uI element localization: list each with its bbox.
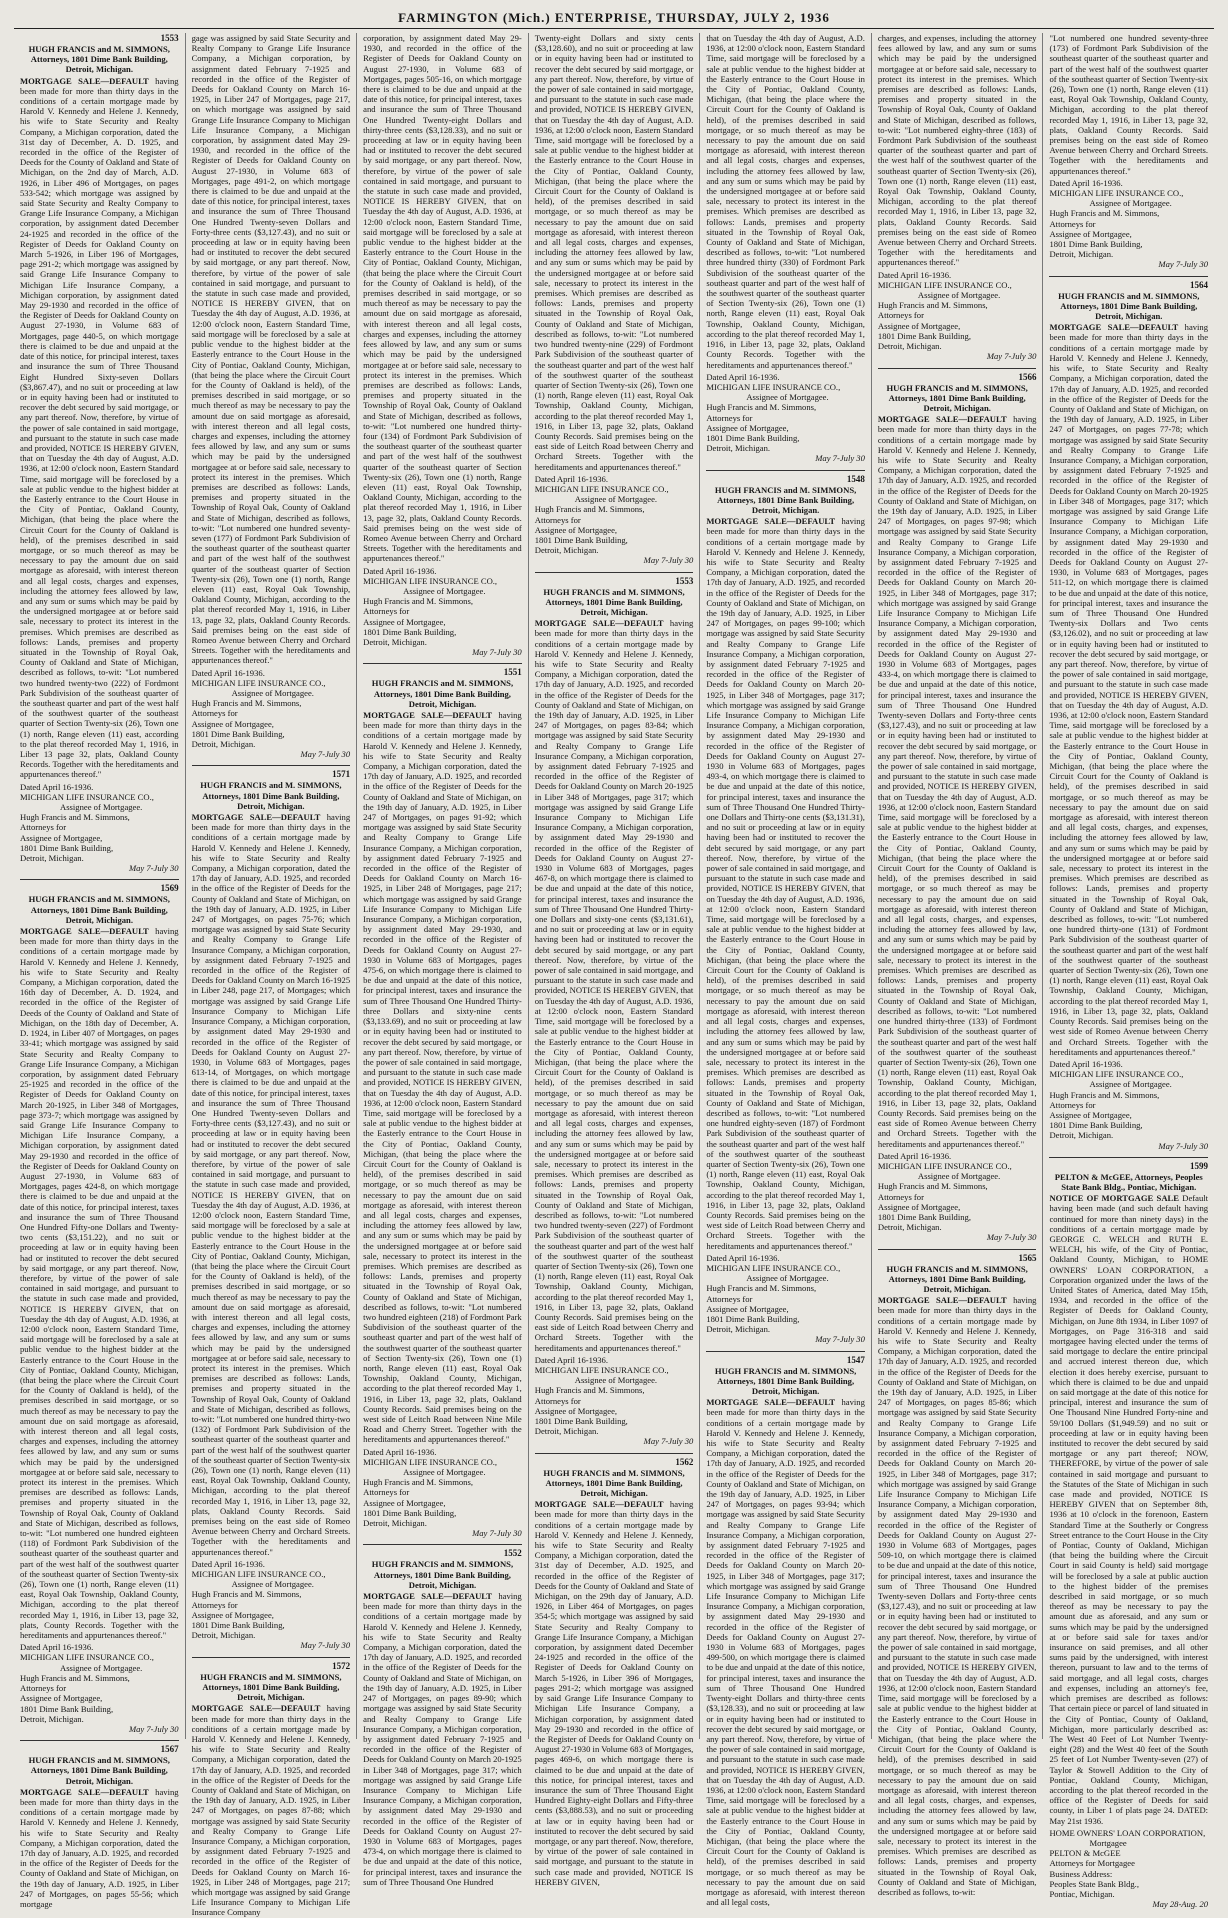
- assignee-line: Assignee of Mortgagee,: [1049, 1109, 1132, 1120]
- address-line: Pontiac, Michigan.: [1049, 1888, 1115, 1899]
- notice-lead: MORTGAGE SALE—DEFAULT: [534, 1499, 664, 1510]
- dated-line: Dated April 16-1936.: [191, 667, 265, 678]
- legal-notice: [1049, 276, 1208, 1151]
- signing-role: Assignee of Mortgagee.: [917, 1171, 1001, 1182]
- attorney-heading: HUGH FRANCIS and M. SIMMONS, Attorneys, 1801 Dime Bank Building, Detroit, Michigan.: [200, 780, 342, 811]
- legal-notice: [535, 1453, 694, 1887]
- notice-number: 1553: [675, 575, 694, 586]
- notice-lead: MORTGAGE SALE—DEFAULT: [877, 414, 1007, 425]
- attorneys-for: Attorneys for: [191, 708, 238, 719]
- legal-notice: [20, 1740, 179, 1909]
- attorney-names: Hugh Francis and M. Simmons,: [363, 596, 473, 607]
- notice-number: 1547: [846, 1354, 865, 1365]
- attorneys-for: Attorneys for: [877, 1191, 924, 1202]
- notice-lead: MORTGAGE SALE—DEFAULT: [534, 618, 664, 629]
- notice-lead: MORTGAGE SALE—DEFAULT: [363, 710, 492, 720]
- attorneys-for: Attorneys for: [1049, 218, 1096, 229]
- signing-company: MICHIGAN LIFE INSURANCE CO.,: [877, 279, 1012, 290]
- legal-notice: [363, 663, 522, 1538]
- notice-body: [1049, 33, 1208, 176]
- attorneys-for: Attorneys for: [20, 822, 67, 833]
- assignee-line: Assignee of Mortgagee,: [1049, 228, 1132, 239]
- publication-run: May 7-July 30: [472, 1528, 522, 1539]
- address-line: Peoples State Bank Bldg.,: [1049, 1878, 1139, 1889]
- notice-signature: [706, 1253, 865, 1345]
- notice-lead: NOTICE OF MORTGAGE SALE: [1049, 1193, 1179, 1204]
- attorney-heading: HUGH FRANCIS and M. SIMMONS, Attorneys, 1801 Dime Bank Building, Detroit, Michigan.: [714, 1365, 857, 1396]
- notice-body: [706, 33, 865, 370]
- attorney-heading: HUGH FRANCIS and M. SIMMONS, Attorneys, 1801 Dime Bank Building, Detroit, Michigan.: [714, 484, 857, 515]
- notice-signature: [20, 1642, 179, 1734]
- legal-notice: [192, 33, 351, 759]
- address-line: 1801 Dime Bank Building,: [1049, 239, 1143, 250]
- attorneys-for: Attorneys for: [191, 1599, 238, 1610]
- notice-body: [706, 1397, 865, 1907]
- address-line: 1801 Dime Bank Building,: [1049, 1120, 1143, 1131]
- publication-run: May 7-July 30: [300, 749, 351, 760]
- attorney-names: Hugh Francis and M. Simmons,: [706, 402, 817, 413]
- attorney-names: Hugh Francis and M. Simmons,: [534, 1385, 645, 1396]
- signing-role: Assignee of Mortgagee.: [1089, 198, 1172, 209]
- notice-text: having been made for more than thirty days in the conditions of a certain mortgage made by Harold V. Kennedy and Helene J. Kennedy, his wife to State Security and Realty Company, a Michigan corporation, dated the 31st day of December, A.D. 1925, and recorded in the office of the Register of Deeds for the County of Oakland and State of Michigan, on the 29th day of January, A.D. 1926, in Liber 464 of Mortgages, on pages 354-5; which mortgage was assigned by said State Security and Realty Company to Grange Life Insurance Company, a Michigan corporation, by assignment dated December 24-1925 and recorded in the office of the Register of Deeds for Oakland County on March 5-1926, in Liber 396 of Mortgages, pages 291-2; which mortgage was assigned by said Grange Life Insurance Company to Michigan Life Insurance Company, a Michigan corporation, by assignment dated May 29-1930 and recorded in the office of the Register of Deeds for Oakland County on August 27-1930 in Volume 683 of Mortgages, pages 469-6, on which mortgage there is claimed to be due and unpaid at the date of this notice, for principal interest, taxes and insurance the sum of Three Thousand Eight Hundred Eighty-eight Dollars and Fifty-three cents ($3,888.53), and no suit or proceeding at law or in equity having been had or instituted to recover the debt secured by said mortgage, or any part thereof. Now, therefore, by virtue of the power of sale contained in said mortgage, and pursuant to the statute in such case made and provided, NOTICE IS HEREBY GIVEN,: [534, 1499, 694, 1887]
- attorney-heading: PELTON & McGEE, Attorneys, Peoples State Bank Bldg., Pontiac, Michigan.: [1054, 1171, 1203, 1192]
- address-line: Detroit, Michigan.: [534, 1426, 599, 1437]
- attorney-names: Hugh Francis and M. Simmons,: [363, 1477, 473, 1488]
- column: [872, 33, 1044, 1897]
- notice-body: [535, 618, 694, 1353]
- publication-run: May 7-July 30: [1158, 259, 1209, 270]
- legal-notice: [706, 1351, 865, 1908]
- legal-notice: [1049, 33, 1208, 270]
- attorney-names: Hugh Francis and M. Simmons,: [1049, 1089, 1160, 1100]
- notice-lead: MORTGAGE SALE—DEFAULT: [706, 1397, 836, 1408]
- legal-notice: [706, 33, 865, 464]
- signing-role: Assignee of Mortgagee.: [746, 1273, 829, 1284]
- notice-text: having been made for more than thirty days in the conditions of a certain mortgage made by Harold V. Kennedy and Helene J. Kennedy, his wife to State Security and Realty Company, a Michigan corporation, dated the 17th day of January, A.D. 1925, and recorded in the office of the Register of Deeds for the County of Oakland and State of Michigan, on the 19th day of January, A.D. 1925, in Liber 247 of Mortgages, on pages 93-94; which mortgage was assigned by said State Security and Realty Company to Grange Life Insurance Company, a Michigan corporation, by assignment dated February 7-1925 and recorded in the office of the Register of Deeds for Oakland County on March 20-1925, in Liber 348 of Mortgages, page 317; which mortgage was assigned by said Grange Life Insurance Company to Michigan Life Insurance Company, a Michigan corporation, by assignment dated May 29-1930 and recorded in the office of the Register of Deeds for Oakland County on August 27-1930 in Volume 683 of Mortgages, pages 499-500, on which mortgage there is claimed to be due and unpaid at the date of this notice, for principal interest, taxes and insurance the sum of Three Thousand One Hundred Twenty-eight Dollars and thirty-three cents ($3,128.33), and no suit or proceeding at law or in equity having been had or instituted to recover the debt secured by said mortgage, or any part thereof. Now, therefore, by virtue of the power of sale contained in said mortgage, and pursuant to the statute in such case made and provided, NOTICE IS HEREBY GIVEN, that on Tuesday the 4th day of August, A.D. 1936, at 12:00 o'clock noon, Eastern Standard Time, said mortgage will be foreclosed by a sale at public vendue to the highest bidder at the Easterly entrance to the Court House in the City of Pontiac, Oakland County, Michigan, (that being the place where the Circuit Court for the County of Oakland is held), of the premises described in said mortgage, or so much thereof as may be necessary to pay the amount due on said mortgage as aforesaid, with interest thereon and all legal costs,: [706, 1397, 865, 1908]
- attorney-names: Hugh Francis and M. Simmons,: [191, 698, 302, 709]
- attorneys-for: Attorneys for: [534, 1395, 581, 1406]
- dated-line: Dated April 16-1936.: [1049, 177, 1123, 188]
- notice-lead: MORTGAGE SALE—DEFAULT: [191, 812, 321, 823]
- notice-lead: MORTGAGE SALE—DEFAULT: [191, 1703, 321, 1714]
- attorney-heading: HUGH FRANCIS and M. SIMMONS, Attorneys, 1801 Dime Bank Building, Detroit, Michigan.: [371, 1559, 514, 1590]
- dated-line: Dated April 16-1936.: [877, 269, 952, 280]
- dated-line: Dated April 16-1936.: [534, 473, 609, 484]
- attorney-names: Hugh Francis and M. Simmons,: [877, 1181, 988, 1192]
- notice-number: 1572: [332, 1660, 351, 1671]
- notice-body: [20, 76, 179, 780]
- notice-text: having been made for more than thirty days in the conditions of a certain mortgage made by Harold V. Kennedy and Helene J. Kennedy, his wife to State Security and Realty Company, a Michigan corporation, dated the 17th day of January, A.D. 1925, and recorded in the office of the Register of Deeds for the County of Oakland and State of Michigan, on the 19th day of January, A.D. 1925, in Liber 247 of Mortgages, on pages 99-100; which mortgage was assigned by said State Security and Realty Company to Grange Life Insurance Company, a Michigan corporation, by assignment dated February 7-1925 and recorded in the office of the Register of Deeds for Oakland County on March 20-1925, in Liber 348 of Mortgages, page 317; which mortgage was assigned by said Grange Life Insurance Company to Michigan Life Insurance Company, a Michigan corporation, by assignment dated May 29-1930 and recorded in the office of the Register of Deeds for Oakland County on August 27-1930 in Volume 683 of Mortgages, pages 493-4, on which mortgage there is claimed to be due and unpaid at the date of this notice, for principal interest, taxes and insurance the sum of Three Thousand One Hundred Thirty-one Dollars and Thirty-one cents ($3,131.31), and no suit or proceeding at law or in equity having been had or instituted to recover the debt secured by said mortgage, or any part thereof. Now, therefore, by virtue of the power of sale contained in said mortgage, and pursuant to the statute in such case made and provided, NOTICE IS HEREBY GIVEN, that on Tuesday the 4th day of August, A.D. 1936, at 12:00 o'clock noon, Eastern Standard Time, said mortgage will be foreclosed by a sale at public vendue to the highest bidder at the Easterly entrance to the Court House in the City of Pontiac, Oakland County, Michigan, (that being the place where the Circuit Court for the County of Oakland is held), of the premises described in said mortgage, or so much thereof as may be necessary to pay the amount due on said mortgage as aforesaid, with interest thereon and all legal costs, charges and expenses, including the attorney fees allowed by law, and any sum or sums which may be paid by the undersigned mortgagee at or before said sale, necessary to protect its interest in the premises. Which premises are described as follows: Lands, premises and property situated in the Township of Royal Oak, County of Oakland and State of Michigan, described as follows, to-wit: "Lot numbered one hundred eighty-seven (187) of Fordmont Park Subdivision of the southeast quarter of the southeast quarter and part of the west half of the southwest quarter of the southeast quarter of Section Twenty-six (26), Town one (1) north, Range eleven (11) east, Royal Oak Township, Oakland County, Michigan, according to the plat thereof recorded May 1, 1916, in Liber 13, page 32, plats, Oakland County Records. Said premises being on the west side of Leitch Road between Cherry and Orchard Streets. Together with the hereditaments and appurtenances thereof.": [706, 516, 865, 1251]
- legal-notice: [192, 1657, 351, 1918]
- legal-notice: [535, 33, 694, 566]
- dated-line: Dated April 16-1936.: [191, 1558, 265, 1569]
- dated-line: Dated April 16-1936.: [20, 781, 94, 792]
- publication-run: May 7-July 30: [128, 863, 179, 874]
- notice-lead: MORTGAGE SALE—DEFAULT: [877, 1295, 1007, 1306]
- signing-role: Assignee of Mortgagee.: [1089, 1079, 1172, 1090]
- column: [186, 33, 358, 1918]
- signing-role: Assignee of Mortgagee.: [231, 688, 314, 698]
- dated-line: Dated April 16-1936.: [20, 1642, 94, 1653]
- signing-company: MICHIGAN LIFE INSURANCE CO.,: [20, 1652, 154, 1663]
- attorneys-for: Attorneys for: [20, 1683, 67, 1694]
- signing-company: MICHIGAN LIFE INSURANCE CO.,: [363, 575, 498, 586]
- dated-line: Dated April 16-1936.: [363, 1446, 437, 1457]
- address-line: 1801 Dime Bank Building,: [534, 534, 628, 545]
- dated-line: Dated April 16-1936.: [1049, 1058, 1123, 1069]
- notice-body: [363, 1591, 522, 1887]
- notice-signature: [1049, 1059, 1208, 1151]
- notice-signature: [535, 1355, 694, 1447]
- notice-lead: MORTGAGE SALE—DEFAULT: [20, 75, 149, 86]
- address-line: 1801 Dime Bank Building,: [191, 728, 285, 739]
- attorney-names: PELTON & McGEE: [1049, 1848, 1121, 1859]
- notice-body: [363, 33, 522, 564]
- notice-body: [192, 33, 351, 666]
- notice-signature: [878, 1151, 1037, 1243]
- publication-run: May 7-July 30: [815, 1334, 865, 1345]
- attorney-heading: HUGH FRANCIS and M. SIMMONS, Attorneys, 1801 Dime Bank Building, Detroit, Michigan.: [28, 44, 170, 75]
- signing-company: MICHIGAN LIFE INSURANCE CO.,: [363, 1456, 498, 1467]
- publication-run: May 28-Aug. 20: [1152, 1899, 1209, 1910]
- address-line: 1801 Dime Bank Building,: [363, 1507, 457, 1518]
- notice-signature: [878, 270, 1037, 362]
- notice-body: [192, 812, 351, 1557]
- assignee-line: Assignee of Mortgagee,: [877, 320, 961, 331]
- signing-role: Assignee of Mortgagee.: [917, 290, 1001, 301]
- assignee-line: Assignee of Mortgagee,: [534, 1405, 618, 1416]
- notice-number: 1562: [675, 1456, 694, 1467]
- legal-notice: [878, 368, 1037, 1243]
- notice-text: having been made for more than thirty days in the conditions of a certain mortgage made by Harold V. Kennedy and Helene J. Kennedy, his wife to State Security and Realty Company, a Michigan corporation, dated the 17th day of January, A.D. 1925, and recorded in the office of the Register of Deeds for the County of Oakland and State of Michigan, on the 19th day of January, A.D. 1925, in Liber 247 of Mortgages, on pages 55-56; which mortgage: [20, 1786, 179, 1909]
- signing-company: MICHIGAN LIFE INSURANCE CO.,: [191, 677, 326, 688]
- signing-role: Assignee of Mortgagee.: [60, 1662, 143, 1673]
- notice-signature: [20, 782, 179, 874]
- attorneys-for: Attorneys for: [877, 310, 924, 321]
- signing-role: Assignee of Mortgagee.: [403, 585, 486, 596]
- address-line: Detroit, Michigan.: [534, 545, 599, 556]
- notice-signature: [192, 1559, 351, 1651]
- notice-lead: MORTGAGE SALE—DEFAULT: [20, 926, 149, 937]
- legal-notice: [1049, 1157, 1208, 1910]
- notice-body: [363, 710, 522, 1445]
- legal-notice: [878, 33, 1037, 362]
- notice-text: having been made for more than thirty days in the conditions of a certain mortgage made by Harold V. Kennedy and Helene J. Kennedy, his wife to State Security and Realty Company, a Michigan corporation, dated the 31st day of December, A. D. 1925, and recorded in the office of the Register of Deeds for the County of Oakland and State of Michigan, on the 2nd day of March, A.D. 1926, in Liber 496 of Mortgages, on pages 533-542; which mortgage was assigned by said State Security and Realty Company to Grange Life Insurance Company, a Michigan corporation, by assignment dated December 24-1925 and recorded in the office of the Register of Deeds for Oakland County on March 5-1926, in Liber 196 of Mortgages, page 291-2; which mortgage was assigned by said Grange Life Insurance Company to Michigan Life Insurance Company, a Michigan corporation, by assignment dated May 29-1930 and recorded in the office of the Register of Deeds for Oakland County on August 27-1930, in Volume 683 of Mortgages, page 440-5, on which mortgage there is claimed to be due and unpaid at the date of this notice, for principal interest, taxes and insurance the sum of Three Thousand Eight Hundred Sixty-seven Dollars ($3,867.47), and no suit or proceeding at law or in equity having been had or instituted to recover the debt secured by said mortgage, or any part thereof. Now, therefore, by virtue of the power of sale contained in said mortgage, and pursuant to the statute in such case made and provided, NOTICE IS HEREBY GIVEN, that on Tuesday the 4th day of August, A.D. 1936, at 12:00 o'clock noon, Eastern Standard Time, said mortgage will be foreclosed by a sale at public vendue to the highest bidder at the Easterly entrance to the Court House in the City of Pontiac, Oakland County, Michigan, (that being the place where the Circuit Court for the County of Oakland is held), of the premises described in said mortgage, or so much thereof as may be necessary to pay the amount due on said mortgage as aforesaid, with interest thereon and all legal costs, charges and expenses, including the attorney fees allowed by law, and any sum or sums which may be paid by the undersigned mortgagee at or before said sale, necessary to protect its interest in the premises. Which premises are described as follows: Lands, premises and property situated in the Township of Royal Oak, County of Oakland and State of Michigan, described as follows, to-wit: "Lot numbered two hundred twenty-two (222) of Fordmont Park Subdivision of the southeast quarter of the southeast quarter and part of the west half of the southwest quarter of the southeast quarter of Section Twenty-six (26), Town one (1) north, Range eleven (11) east, according to the plat thereof recorded May 1, 1916, in Liber 13 page 32, plats, Oakland County Records. Together with the hereditaments and appurtenances thereof.": [20, 75, 179, 780]
- address-line: Detroit, Michigan.: [877, 341, 942, 352]
- notice-signature: [363, 566, 522, 658]
- address-line: 1801 Dime Bank Building,: [20, 842, 114, 853]
- signing-role: Assignee of Mortgagee.: [574, 1375, 658, 1386]
- attorney-heading: HUGH FRANCIS and M. SIMMONS, Attorneys, 1801 Dime Bank Building, Detroit, Michigan.: [886, 1263, 1028, 1294]
- notice-text: having been made for more than thirty days in the conditions of a certain mortgage made by Harold V. Kennedy and Helene J. Kennedy, his wife to State Security and Realty Company, a Michigan corporation, dated the 17th day of January, A.D. 1925, and recorded in the office of the Register of Deeds for the County of Oakland and State of Michigan, on the 19th day of January, A.D. 1925, in Liber 247 of Mortgages, on pages 85-86; which mortgage was assigned by said State Security and Realty Company to Grange Life Insurance Company, a Michigan corporation, by assignment dated February 7-1925 and recorded in the office of the Register of Deeds for Oakland County on March 20-1925, in Liber 348 of Mortgages, page 317; which mortgage was assigned by said Grange Life Insurance Company to Michigan Life Insurance Company, a Michigan corporation, by assignment dated May 29-1930 and recorded in the office of the Register of Deeds for Oakland County on August 27-1930 in Volume 683 of Mortgages, pages 509-10, on which mortgage there is claimed to be due and unpaid at the date of this notice, for principal interest, taxes and insurance the sum of Three Thousand One Hundred Twenty-seven Dollars and Forty-three cents ($3,127.43), and no suit or proceeding at law or in equity having been had or instituted to recover the debt secured by said mortgage, or any part thereof. Now, therefore, by virtue of the power of sale contained in said mortgage, and pursuant to the statute in such case made and provided, NOTICE IS HEREBY GIVEN, that on Tuesday the 4th day of August, A.D. 1936, at 12:00 o'clock noon, Eastern Standard Time, said mortgage will be foreclosed by a sale at public vendue to the highest bidder at the Easterly entrance to the Court House in the City of Pontiac, Oakland County, Michigan, (that being the place where the Circuit Court for the County of Oakland is held), of the premises described in said mortgage, or so much thereof as may be necessary to pay the amount due on said mortgage as aforesaid, with interest thereon and all legal costs, charges, and expenses, including the attorney fees allowed by law, and any sum or sums which may be paid by the undersigned mortgagee at or before said sale, necessary to protect its interest in the premises. Which premises are described as follows: Lands, premises and property situated in the Township of Royal Oak, County of Oakland and State of Michigan, described as follows, to-wit:: [877, 1295, 1037, 1897]
- notice-number: 1548: [846, 473, 865, 484]
- notice-body: [192, 1703, 351, 1917]
- signing-company: MICHIGAN LIFE INSURANCE CO.,: [534, 483, 669, 494]
- dated-line: Dated April 16-1936.: [363, 565, 437, 576]
- signing-role: Assignee of Mortgagee.: [403, 1467, 486, 1478]
- signing-company: HOME OWNERS' LOAN CORPORATION,: [1049, 1827, 1206, 1838]
- address-line: Detroit, Michigan.: [1049, 249, 1114, 260]
- signing-company: MICHIGAN LIFE INSURANCE CO.,: [1049, 188, 1184, 199]
- notice-text: gage was assigned by said State Security and Realty Company to Grange Life Insurance Company, a Michigan corporation, by assignment dated February 7-1925 and recorded in the office of the Register of Deeds for Oakland County on March 16-1925, in Liber 247 of Mortgages, page 217, on which mortgage was assigned by said Grange Life Insurance Company to Michigan Life Insurance Company, a Michigan corporation, by assignment dated May 29-1930, and recorded in the office of the Register of Deeds for Oakland County on August 27-1930, in Volume 683 of Mortgages, page 491-2, on which mortgage there is claimed to be due and unpaid at the date of this notice, for principal interest, taxes and insurance the sum of Three Thousand One Hundred Twenty-seven Dollars and Forty-three cents ($3,127.43), and no suit or proceeding at law or in equity having been had or instituted to recover the debt secured by said mortgage, or any part thereof. Now, therefore, by virtue of the power of sale contained in said mortgage, and pursuant to the statute in such case made and provided, NOTICE IS HEREBY GIVEN, that on Tuesday the 4th day of August, A.D. 1936, at 12:00 o'clock noon, Eastern Standard Time, said mortgage will be foreclosed by a sale at public vendue to the highest bidder at the Easterly entrance to the Court House in the City of Pontiac, Oakland County, Michigan, (that being the place where the Circuit Court for the County of Oakland is held), of the premises described in said mortgage, or so much thereof as may be necessary to pay the amount due on said mortgage as aforesaid, with interest thereon and all legal costs, charges and expenses, including the attorney fees allowed by law, and any sum or sums which may be paid by the undersigned mortgagee at or before said sale, necessary to protect its interest in the premises. Which premises are described as follows: Lands, premises and property situated in the Township of Royal Oak, County of Oakland and State of Michigan, described as follows, to-wit: "Lot numbered one hundred seventy-seven (177) of Fordmont Park Subdivision of the southeast quarter of the southeast quarter and part of the west half of the southwest quarter of the southeast quarter of Section Twenty-six (26), Town one (1) north, Range eleven (11) east, Royal Oak Township, Oakland County, Michigan, according to the plat thereof recorded May 1, 1916, in Liber 13, page 32, plats, Oakland County Records. Said premises being on the east side of Romeo Avenue between Cherry and Orchard Streets. Together with the hereditaments and appurtenances thereof.": [191, 33, 351, 666]
- notice-signature: [706, 372, 865, 464]
- legal-notice: [535, 572, 694, 1447]
- address-line: 1801 Dime Bank Building,: [363, 626, 457, 637]
- attorney-names: Hugh Francis and M. Simmons,: [706, 1283, 817, 1294]
- assignee-line: Assignee of Mortgagee,: [20, 1693, 103, 1704]
- notice-text: corporation, by assignment dated May 29-1930, and recorded in the office of the Register of Deeds for Oakland County on August 27-1930, in Volume 683 of Mortgages, pages 505-16, on which mortgage there is claimed to be due and unpaid at the date of this notice, for principal interest, taxes and insurance the sum of Three Thousand One Hundred Twenty-eight Dollars and thirty-three cents ($3,128.33), and no suit or proceeding at law or in equity having been had or instituted to recover the debt secured by said mortgage, or any part thereof. Now, therefore, by virtue of the power of sale contained in said mortgage, and pursuant to the statute in such case made and provided, NOTICE IS HEREBY GIVEN, that on Tuesday the 4th day of August, A.D. 1936, at 12:00 o'clock noon, Eastern Standard Time, said mortgage will be foreclosed by a sale at public vendue to the highest bidder at the Easterly entrance to the Court House in the City of Pontiac, Oakland County, Michigan, (that being the place where the Circuit Court for the County of Oakland is held), of the premises described in said mortgage, or so much thereof as may be necessary to pay the amount due on said mortgage as aforesaid, with interest thereon and all legal costs, charges and expenses, including the attorney fees allowed by law, and any sum or sums which may be paid by the undersigned mortgagee at or before said sale, necessary to protect its interest in the premises. Which premises are described as follows: Lands, premises and property situated in the Township of Royal Oak, County of Oakland and State of Michigan, described as follows, to-wit: "Lot numbered one hundred thirty-four (134) of Fordmont Park Subdivision of the southeast quarter of the southeast quarter and part of the west half of the southwest quarter of the southeast quarter of Section Twenty-six (26), Town one (1) north, Range eleven (11) east, Royal Oak Township, Oakland County, Michigan, according to the plat thereof recorded May 1, 1916, in Liber 13, page 32, plats, Oakland County Records. Said premises being on the west side of Romeo Avenue between Cherry and Orchard Streets. Together with the hereditaments and appurtenances thereof.": [363, 33, 522, 564]
- assignee-line: Assignee of Mortgagee,: [191, 1609, 274, 1620]
- column: [529, 33, 701, 1887]
- notice-text: having been made for more than thirty days in the conditions of a certain mortgage made by Harold V. Kennedy and Helene J. Kennedy, his wife to State Security and Realty Company, a Michigan corporation, dated the 17th day of January, A.D. 1925, and recorded in the office of the Register of Deeds for the County of Oakland and State of Michigan, on the 19th day of January, A.D. 1925, in Liber 247 of Mortgages, on pages 87-88; which mortgage was assigned by said State Security and Realty Company to Grange Life Insurance Company, a Michigan corporation, by assignment dated February 7-1925 and recorded in the office of the Register of Deeds for Oakland County on March 16-1925, in Liber 248 of Mortgages, page 217; which mortgage was assigned by said Grange Life Insurance Company to Michigan Life Insurance Company: [191, 1703, 351, 1918]
- attorney-heading: HUGH FRANCIS and M. SIMMONS, Attorneys, 1801 Dime Bank Building, Detroit, Michigan.: [28, 1755, 170, 1786]
- attorneys-for: Attorneys for Mortgagee: [1049, 1858, 1135, 1869]
- signing-role: Assignee of Mortgagee.: [746, 392, 829, 403]
- notice-signature: [535, 474, 694, 566]
- attorneys-for: Attorneys for: [706, 1293, 753, 1304]
- publication-run: May 7-July 30: [986, 1232, 1037, 1243]
- attorney-heading: HUGH FRANCIS and M. SIMMONS, Attorneys, 1801 Dime Bank Building, Detroit, Michigan.: [1058, 290, 1200, 322]
- address-line: 1801 Dime Bank Building,: [706, 1313, 800, 1324]
- attorneys-for: Attorneys for: [363, 606, 410, 617]
- notice-number: 1564: [1190, 279, 1209, 290]
- attorney-heading: HUGH FRANCIS and M. SIMMONS, Attorneys, 1801 Dime Bank Building, Detroit, Michigan.: [886, 382, 1028, 413]
- attorney-names: Hugh Francis and M. Simmons,: [20, 1672, 130, 1683]
- notice-body: [706, 516, 865, 1251]
- notice-text: having been made for more than thirty days in the conditions of a certain mortgage made by Harold V. Kennedy and Helene J. Kennedy, his wife to State Security and Realty Company, a Michigan corporation, dated the 17th day of January, A.D. 1925, and recorded in the office of the Register of Deeds for the County of Oakland and State of Michigan, on the 19th day of January, A.D. 1925, in Liber 247 of Mortgages, on pages 83-84; which mortgage was assigned by said State Security and Realty Company to Grange Life Insurance Company, a Michigan corporation, by assignment dated February 7-1925 and recorded in the office of the Register of Deeds for Oakland County on March 20-1925 in Liber 348 of Mortgages, page 317; which mortgage was assigned by said Grange Life Insurance Company to Michigan Life Insurance Company, a Michigan corporation, by assignment dated May 29-1930 and recorded in the office of the Register of Deeds for Oakland County on August 27-1930 in Volume 683 of Mortgages, pages 467-8, on which mortgage there is claimed to be due and unpaid at the date of this notice, for principal interest, taxes and insurance the sum of Three Thousand One Hundred Thirty-one Dollars and sixty-one cents ($3,131.61), and no suit or proceeding at law or in equity having been had or instituted to recover the debt secured by said mortgage, or any part thereof. Now, therefore, by virtue of the power of sale contained in said mortgage, and pursuant to the statute in such case made and provided, NOTICE IS HEREBY GIVEN, that on Tuesday the 4th day of August, A.D. 1936, at 12:00 o'clock noon, Eastern Standard Time, said mortgage will be foreclosed by a sale at public vendue to the highest bidder at the Easterly entrance to the Court House in the City of Pontiac, Oakland County, Michigan, (that being the place where the Circuit Court for the County of Oakland is held), of the premises described in said mortgage, or so much thereof as may be necessary to pay the amount due on said mortgage as aforesaid, with interest thereon and all legal costs, charges and expenses, including the attorney fees allowed by law, and any sum or sums which may be paid by the undersigned mortgagee at or before said sale, necessary to protect its interest in the premises. Which premises are described as follows: Lands, premises and property situated in the Township of Royal Oak, County of Oakland and State of Michigan, described as follows, to-wit: "Lot numbered two hundred twenty-seven (227) of Fordmont Park Subdivision of the southeast quarter of the southeast quarter and part of the west half of the southwest quarter of the southeast quarter of Section Twenty-six (26), Town one (1) north, Range eleven (11) east, Royal Oak Township, Oakland County, Michigan, according to the plat thereof recorded May 1, 1916, in Liber 13, page 32, plats, Oakland County Records. Said premises being on the east side of Leitch Road between Cherry and Orchard Streets. Together with the hereditaments and appurtenances thereof.": [534, 618, 694, 1353]
- notice-signature: [1049, 178, 1208, 270]
- legal-notice-columns: [14, 33, 1214, 1918]
- notice-body: [878, 414, 1037, 1149]
- address-line: Detroit, Michigan.: [363, 636, 427, 647]
- notice-signature: [1049, 1828, 1208, 1910]
- legal-notice: [20, 33, 179, 873]
- notice-text: that on Tuesday the 4th day of August, A.D. 1936, at 12:00 o'clock noon, Eastern Standard Time, said mortgage will be foreclosed by a sale at public vendue to the highest bidder at the Easterly entrance to the Court House in the City of Pontiac, Oakland County, Michigan, (that being the place where the Circuit Court for the County of Oakland is held), of the premises described in said mortgage, or so much thereof as may be necessary to pay the amount due on said mortgage as aforesaid, with interest thereon and all legal costs, charges and expenses, including the attorney fees allowed by law, and any sum or sums which may be paid by the undersigned mortgagee at or before said sale, necessary to protect its interest in the premises. Which premises are described as follows: Lands, premises and property situated in the Township of Royal Oak, County of Oakland and State of Michigan, described as follows, to-wit: "Lot numbered three hundred thirty (330) of Fordmont Park Subdivision of the southeast quarter of the southeast quarter and part of the west half of the southwest quarter of the southeast quarter of Section Twenty-six (26), Town one (1) north, Range eleven (11) east, Royal Oak Township, Oakland County, Michigan, according to the plat thereof recorded May 1, 1916, in Liber 13, page 32, plats, Oakland County Records. Together with the hereditaments and appurtenances thereof.": [706, 33, 865, 370]
- notice-number: 1551: [503, 667, 522, 678]
- signing-company: MICHIGAN LIFE INSURANCE CO.,: [706, 381, 841, 392]
- signing-role: Assignee of Mortgagee.: [574, 494, 658, 505]
- publication-run: May 7-July 30: [643, 1436, 694, 1447]
- notice-body: [535, 33, 694, 472]
- address-line: 1801 Dime Bank Building,: [20, 1703, 114, 1714]
- attorney-names: Hugh Francis and M. Simmons,: [191, 1589, 302, 1600]
- assignee-line: Assignee of Mortgagee,: [877, 1201, 961, 1212]
- address-line: Detroit, Michigan.: [363, 1518, 427, 1529]
- address-line: Detroit, Michigan.: [191, 739, 256, 750]
- notice-number: 1599: [1190, 1160, 1209, 1171]
- publication-run: May 7-July 30: [128, 1723, 179, 1734]
- attorney-names: Hugh Francis and M. Simmons,: [1049, 208, 1160, 219]
- dated-line: Dated April 16-1936.: [877, 1150, 952, 1161]
- notice-body: [1049, 1193, 1208, 1826]
- legal-notice: [878, 1249, 1037, 1898]
- notice-number: 1552: [503, 1548, 522, 1559]
- legal-notice: [706, 470, 865, 1345]
- address-line: 1801 Dime Bank Building,: [534, 1416, 628, 1427]
- notice-body: [878, 33, 1037, 268]
- notice-number: 1567: [160, 1744, 179, 1755]
- attorneys-for: Attorneys for: [706, 412, 753, 423]
- publication-run: May 7-July 30: [300, 1640, 351, 1651]
- assignee-line: Assignee of Mortgagee,: [706, 422, 789, 433]
- publication-run: May 7-July 30: [1158, 1140, 1209, 1151]
- notice-lead: MORTGAGE SALE—DEFAULT: [20, 1786, 149, 1797]
- publication-run: May 7-July 30: [472, 647, 522, 658]
- notice-number: 1571: [332, 769, 351, 780]
- dated-line: Dated April 16-1936.: [534, 1354, 609, 1365]
- notice-body: [20, 1787, 179, 1909]
- legal-notice: [363, 33, 522, 657]
- signing-company: MICHIGAN LIFE INSURANCE CO.,: [20, 791, 154, 802]
- notice-number: 1565: [1018, 1252, 1037, 1263]
- dated-line: Dated April 16-1936.: [706, 1252, 780, 1263]
- notice-body: [878, 1295, 1037, 1897]
- attorney-heading: HUGH FRANCIS and M. SIMMONS, Attorneys, 1801 Dime Bank Building, Detroit, Michigan.: [200, 1671, 342, 1703]
- notice-text: Twenty-eight Dollars and sixty cents ($3,128.60), and no suit or proceeding at law or in equity having been had or instituted to recover the debt secured by said mortgage, or any part thereof. Now, therefore, by virtue of the power of sale contained in said mortgage, and pursuant to the statute in such case made and provided, NOTICE IS HEREBY GIVEN, that on Tuesday the 4th day of August, A.D. 1936, at 12:00 o'clock noon, Eastern Standard Time, said mortgage will be foreclosed by a sale at public vendue to the highest bidder at the Easterly entrance to the Court House in the City of Pontiac, Oakland County, Michigan, (that being the place where the Circuit Court for the County of Oakland is held), of the premises described in said mortgage, or so much thereof as may be necessary to pay the amount due on said mortgage as aforesaid, with interest thereon and all legal costs, charges and expenses, including the attorney fees allowed by law, and any sum or sums which may be paid by the undersigned mortgagee at or before said sale, necessary to protect its interest in the premises. Which premises are described as follows: Lands, premises and property situated in the Township of Royal Oak, County of Oakland and State of Michigan, described as follows, to-wit: "Lot numbered two hundred twenty-nine (229) of Fordmont Park Subdivision of the southeast quarter of the southeast quarter and part of the west half of the southwest quarter of the southeast quarter of Section Twenty-six (26), Town one (1) north, Range eleven (11) east, Royal Oak Township, Oakland County, Michigan, according to the plat thereof recorded May 1, 1916, in Liber 13, page 32, plats, Oakland County Records. Said premises being on the east side of Leitch Road between Cherry and Orchard Streets. Together with the hereditaments and appurtenances thereof.": [534, 33, 694, 472]
- assignee-line: Business Address:: [1049, 1868, 1113, 1879]
- address-line: Detroit, Michigan.: [191, 1630, 256, 1641]
- assignee-line: Assignee of Mortgagee,: [191, 718, 274, 729]
- attorneys-for: Attorneys for: [1049, 1099, 1096, 1110]
- signing-company: MICHIGAN LIFE INSURANCE CO.,: [706, 1262, 841, 1273]
- assignee-line: Assignee of Mortgagee,: [20, 832, 103, 843]
- notice-number: 1566: [1018, 371, 1037, 382]
- address-line: Detroit, Michigan.: [706, 1324, 771, 1335]
- assignee-line: Assignee of Mortgagee,: [363, 616, 446, 627]
- column: [357, 33, 529, 1887]
- dated-line: Dated April 16-1936.: [706, 371, 780, 382]
- notice-number: 1569: [160, 883, 179, 894]
- notice-text: having been made for more than thirty days in the conditions of a certain mortgage made by Harold V. Kennedy and Helene J. Kennedy, his wife, to State Security and Realty Company, a Michigan corporation, dated the 17th day of January, A.D. 1925, and recorded in the office of the Register of Deeds for the County of Oakland and State of Michigan, on the 19th day of January, A.D. 1925, in Liber 247 of Mortgages, on pages 77-78; which mortgage was assigned by said State Security and Realty Company to Grange Life Insurance Company, a Michigan corporation, by assignment dated February 7-1925 and recorded in the office of the Register of Deeds for Oakland County on March 20-1925 in Liber 348 of Mortgages, page 317; which mortgage was assigned by said Grange Life Insurance Company to Michigan Life Insurance Company, a Michigan corporation, by assignment dated May 29-1930 and recorded in the office of the Register of Deeds for Oakland County on August 27-1930, in Volume 683 of Mortgages, pages 511-12, on which mortgage there is claimed to be due and unpaid at the date of this notice, for principal interest, taxes and insurance the sum of Three Thousand One Hundred Twenty-six Dollars and Two cents ($3,126.02), and no suit or proceeding at law or in equity having been had or instituted to recover the debt secured by said mortgage, or any part thereof. Now, therefore, by virtue of the power of sale contained in said mortgage, and pursuant to the statute in such case made and provided, NOTICE IS HEREBY GIVEN, that on Tuesday the 4th day of August, A.D. 1936, at 12:00 o'clock noon, Eastern Standard Time, said mortgage will be foreclosed by a sale at public vendue to the highest bidder at the Easterly entrance to the Court House in the City of Pontiac, Oakland County, Michigan, (that being the place where the Circuit Court for the County of Oakland is held), of the premises described in said mortgage, or so much thereof as may be necessary to pay the amount due on said mortgage as aforesaid, with interest thereon and all legal costs, charges, and expenses, including the attorney fees allowed by law, and any sum or sums which may be paid by the undersigned mortgagee at or before said sale, necessary to protect its interest in the premises. Which premises are described as follows: Lands, premises and property situated in the Township of Royal Oak, County of Oakland and State of Michigan, described as follows, to-wit: "Lot numbered one hundred thirty-one (131) of Fordmont Park Subdivision of the southeast quarter of the southeast quarter and part of the west half of the southwest quarter of the southeast quarter of Section Twenty-six (26), Town one (1) north, Range eleven (11) east, Royal Oak Township, Oakland County, Michigan, according to the plat thereof recorded May 1, 1916, in Liber 13, page 32, plats, Oakland County Records. Said premises being on the west side of Romeo Avenue between Cherry and Orchard Streets. Together with the hereditaments and appurtenances thereof.": [1049, 322, 1209, 1057]
- assignee-line: Assignee of Mortgagee,: [706, 1303, 789, 1314]
- masthead: FARMINGTON (Mich.) ENTERPRISE, THURSDAY, JULY 2, 1936: [14, 8, 1214, 29]
- assignee-line: Assignee of Mortgagee,: [534, 524, 618, 535]
- notice-lead: MORTGAGE SALE—DEFAULT: [1049, 322, 1179, 333]
- column: [1043, 33, 1214, 1910]
- address-line: 1801 Dime Bank Building,: [877, 330, 971, 341]
- notice-body: [535, 1499, 694, 1887]
- address-line: Detroit, Michigan.: [20, 853, 84, 864]
- notice-text: having been made for more than thirty days in the conditions of a certain mortgage made by Harold V. Kennedy and Helene J. Kennedy, his wife to State Security and Realty Company, a Michigan corporation, dated the 17th day of January, A.D. 1925, and recorded in the office of the Register of Deeds for the County of Oakland and State of Michigan, on the 19th day of January, A.D. 1925, in Liber 247 of Mortgages, on pages 75-76; which mortgage was assigned by said State Security and Realty Company to Grange Life Insurance Company, a Michigan corporation, by assignment dated February 7-1925 and recorded in the office of the Register of Deeds for Oakland County on March 16-1925 in Liber 248, page 217, of Mortgages; which mortgage was assigned by said Grange Life Insurance Company to Michigan Life Insurance Company, a Michigan corporation, by assignment dated May 29-1930 and recorded in the office of the Register of Deeds for Oakland County on August 27-1930, in Volume 683 of Mortgages, pages 613-14, of Mortgages, on which mortgage there is claimed to be due and unpaid at the date of this notice, for principal interest, taxes and insurance the sum of Three Thousand One Hundred Twenty-seven Dollars and Forty-three cents ($3,127.43), and no suit or proceeding at law or in equity having been had or instituted to recover the debt secured by said mortgage, or any part thereof. Now, therefore, by virtue of the power of sale contained in said mortgage, and pursuant to the statute in such case made and provided, NOTICE IS HEREBY GIVEN, that on Tuesday the 4th day of August, A.D. 1936, at 12:00 o'clock noon, Eastern Standard Time, said mortgage will be foreclosed by a sale at public vendue to the highest bidder at the Easterly entrance to the Court House in the City of Pontiac, Oakland County, Michigan, (that being the place where the Circuit Court for the County of Oakland is held), of the premises described in said mortgage, or so much thereof as may be necessary to pay the amount due on said mortgage as aforesaid, with interest thereon and all legal costs, charges and expenses, including the attorney fees allowed by law, and any sum or sums which may be paid by the undersigned mortgagee at or before said sale, necessary to protect its interest in the premises. Which premises are described as follows: Lands, premises and property situated in the Township of Royal Oak, County of Oakland and State of Michigan, described as follows, to-wit: "Lot numbered one hundred thirty-two (132) of Fordmont Park Subdivision of the southeast quarter of the southeast quarter and part of the west half of the southwest quarter of the southeast quarter of Section Twenty-six (26), Town one (1) north, Range eleven (11) east, Royal Oak Township, Oakland County, Michigan, according to the plat thereof recorded May 1, 1916, in Liber 13, page 32, plats, Oakland County Records. Said premises being on the east side of Romeo Avenue between Cherry and Orchard Streets. Together with the hereditaments and appurtenances thereof.": [191, 812, 351, 1557]
- notice-text: having been made for more than thirty days in the conditions of a certain mortgage made by Harold V. Kennedy and Helene J. Kennedy, his wife to State Security and Realty Company, a Michigan corporation, dated the 17th day of January, A.D. 1925, and recorded in the office of the Register of Deeds for the County of Oakland and State of Michigan, on the 19th day of January, A.D. 1925, in Liber 247 of Mortgages, on pages 91-92; which mortgage was assigned by said State Security and Realty Company to Grange Life Insurance Company, a Michigan corporation, by assignment dated February 7-1925 and recorded in the office of the Register of Deeds for Oakland County on March 16-1925, in Liber 248 of Mortgages, page 217; which mortgage was assigned by said Grange Life Insurance Company to Michigan Life Insurance Company, a Michigan corporation, by assignment dated May 29-1930, and recorded in the office of the Register of Deeds for Oakland County on August 27-1930 in Volume 683 of Mortgages, pages 475-6, on which mortgage there is claimed to be due and unpaid at the date of this notice, for principal interest, taxes and insurance the sum of Three Thousand One Hundred Thirty-three Dollars and sixty-nine cents ($3,133.69), and no suit or proceeding at law or in equity having been had or instituted to recover the debt secured by said mortgage, or any part thereof. Now, therefore, by virtue of the power of sale contained in said mortgage, and pursuant to the statute in such case made and provided, NOTICE IS HEREBY GIVEN, that on Tuesday the 4th day of August, A.D. 1936, at 12:00 o'clock noon, Eastern Standard Time, said mortgage will be foreclosed by a sale at public vendue to the highest bidder at the Easterly entrance to the Court House in the City of Pontiac, Oakland County, Michigan, (that being the place where the Circuit Court for the County of Oakland is held), of the premises described in said mortgage, or so much thereof as may be necessary to pay the amount due on said mortgage as aforesaid, with interest thereon and all legal costs, charges and expenses, including the attorney fees allowed by law, and any sum or sums which may be paid by the undersigned mortgagee at or before said sale, necessary to protect its interest in the premises. Which premises are described as follows: Lands, premises and property situated in the Township of Royal Oak, County of Oakland and State of Michigan, described as follows, to-wit: "Lot numbered two hundred eighteen (218) of Fordmont Park Subdivision of the southeast quarter of the southeast quarter and part of the west half of the southwest quarter of the southeast quarter of Section Twenty-six (26), Town one (1) north, Range eleven (11) east, Royal Oak Township, Oakland County, Michigan, according to the plat thereof recorded May 1, 1916, in Liber 13, page 32, plats, Oakland County Records. Said premises being on the west side of Leitch Road between Nine Mile Road and Cherry Street. Together with the hereditaments and appurtenances thereof.": [363, 710, 522, 1445]
- notice-signature: [192, 668, 351, 760]
- column: [700, 33, 872, 1908]
- address-line: 1801 Dime Bank Building,: [191, 1620, 285, 1631]
- notice-lead: MORTGAGE SALE—DEFAULT: [363, 1591, 492, 1602]
- attorney-heading: HUGH FRANCIS and M. SIMMONS, Attorneys, 1801 Dime Bank Building, Detroit, Michigan.: [28, 894, 170, 925]
- signing-role: Assignee of Mortgagee.: [60, 802, 143, 813]
- notice-text: having been made for more than thirty days in the conditions of a certain mortgage made by Harold V. Kennedy and Helene J. Kennedy, his wife to State Security and Realty Company, a Michigan corporation, dated the 17th day of January, A.D. 1925, and recorded in the office of the Register of Deeds for the County of Oakland and State of Michigan, on the 19th day of January, A.D. 1925, in Liber 247 of Mortgages, on pages 97-98; which mortgage was assigned by said State Security and Realty Company to Grange Life Insurance Company, a Michigan corporation, by assignment dated February 7-1925 and recorded in the office of the Register of Deeds for Oakland County on March 20-1925, in Liber 348 of Mortgages, page 317; which mortgage was assigned by said Grange Life Insurance Company to Michigan Life Insurance Company, a Michigan corporation, by assignment dated May 29-1930 and recorded in the office of the Register of Deeds for Oakland County on August 27-1930 in Volume 683 of Mortgages, pages 433-4, on which mortgage there is claimed to be due and unpaid at the date of this notice, for principal interest, taxes and insurance the sum of Three Thousand One Hundred Twenty-seven Dollars and Forty-three cents ($3,127.43), and no suit or proceeding at law or in equity having been had or instituted to recover the debt secured by said mortgage, or any part thereof. Now, therefore, by virtue of the power of sale contained in said mortgage, and pursuant to the statute in such case made and provided, NOTICE IS HEREBY GIVEN, that on Tuesday the 4th day of August, A.D. 1936, at 12:00 o'clock noon, Eastern Standard Time, said mortgage will be foreclosed by a sale at public vendue to the highest bidder at the Easterly entrance to the Court House in the City of Pontiac, Oakland County, Michigan, (that being the place where the Circuit Court for the County of Oakland is held), of the premises described in said mortgage, or so much thereof as may be necessary to pay the amount due on said mortgage as aforesaid, with interest thereon and all legal costs, charges, and expenses, including the attorney fees allowed by law, and any sum or sums which may be paid by the undersigned mortgagee at or before said sale, necessary to protect its interest in the premises. Which premises are described as follows: Lands, premises and property situated in the Township of Royal Oak, County of Oakland and State of Michigan, described as follows, to-wit: "Lot numbered one hundred thirty-three (133) of Fordmont Park Subdivision of the southeast quarter of the southeast quarter and part of the west half of the southwest quarter of the southeast quarter of Section Twenty-six (26), Town one (1) north, Range eleven (11) east, Royal Oak Township, Oakland County, Michigan, according to the plat thereof recorded May 1, 1916, in Liber 13, page 32, plats, Oakland County Records. Said premises being on the east side of Romeo Avenue between Cherry and Orchard Streets. Together with the hereditaments and appurtenances thereof.": [877, 414, 1037, 1149]
- publication-run: May 7-July 30: [815, 453, 865, 464]
- attorney-heading: HUGH FRANCIS and M. SIMMONS, Attorneys, 1801 Dime Bank Building, Detroit, Michigan.: [543, 1467, 685, 1499]
- signing-company: MICHIGAN LIFE INSURANCE CO.,: [1049, 1069, 1184, 1080]
- notice-text: charges, and expenses, including the attorney fees allowed by law, and any sum or sums which may be paid by the undersigned mortgagee at or before said sale, necessary to protect its interest in the premises. Which premises are described as follows: Lands, premises and property situated in the Township of Royal Oak, County of Oakland and State of Michigan, described as follows, to-wit: "Lot numbered eighty-three (183) of Fordmont Park Subdivision of the southeast quarter of the southeast quarter and part of the west half of the southwest quarter of the southeast quarter of Section Twenty-six (26), Town one (1) north, Range eleven (11) east, Royal Oak Township, Oakland County, Michigan, according to the plat thereof recorded May 1, 1916, in Liber 13, page 32, plats, Oakland County Records. Said premises being on the east side of Romeo Avenue between Cherry and Orchard Streets. Together with the hereditaments and appurtenances thereof.": [877, 33, 1037, 268]
- address-line: Detroit, Michigan.: [877, 1222, 942, 1233]
- signing-company: MICHIGAN LIFE INSURANCE CO.,: [877, 1160, 1012, 1171]
- publication-run: May 7-July 30: [643, 555, 694, 566]
- attorney-names: Hugh Francis and M. Simmons,: [20, 812, 130, 823]
- notice-text: having been made for more than thirty days in the conditions of a certain mortgage made by Harold V. Kennedy and Helene J. Kennedy, his wife to State Security and Realty Company, a Michigan corporation, dated the 17th day of January, A.D. 1925, and recorded in the office of the Register of Deeds for the County of Oakland and State of Michigan, on the 19th day of January, A.D. 1925, in Liber 247 of Mortgages, on pages 89-90; which mortgage was assigned by said State Security and Realty Company to Grange Life Insurance Company, a Michigan corporation, by assignment dated February 7-1925 and recorded in the office of the Register of Deeds for Oakland County on March 20-1925 in Liber 348 of Mortgages, page 317; which mortgage was assigned by said Grange Life Insurance Company to Michigan Life Insurance Company, a Michigan corporation, by assignment dated May 29-1930 and recorded in the office of the Register of Deeds for Oakland County on August 27-1930 in Volume 683 of Mortgages, pages 473-4, on which mortgage there is claimed to be due and unpaid at the date of this notice, for principal interest, taxes and insurance the sum of Three Thousand One Hundred: [363, 1591, 522, 1887]
- publication-run: May 7-July 30: [986, 351, 1037, 362]
- notice-text: Default having been made (and such default having continued for more than ninety days) in the conditions of a certain mortgage made by GEORGE C. WELCH and RUTH E. WELCH, his wife, of the City of Pontiac, Oakland County, Michigan, to HOME OWNERS' LOAN CORPORATION, a Corporation organized under the laws of the United States of America, dated May 15th, 1934, and recorded in the office of the Register of Deeds for Oakland County, Michigan, on June 8th 1934, in Liber 1097 of Mortgages, on Page 316-318 and said mortgagee having elected under the terms of said mortgage to declare the entire principal and accrued interest thereon due, which election it does hereby exercise, pursuant to which there is claimed to be due and unpaid on said mortgage at the date of this notice for principal, interest and insurance the sum of One Thousand Nine Hundred Forty-nine and 59/100 Dollars ($1,949.59) and no suit or proceeding at law or in equity having been instituted to recover the debt secured by said mortgage or any part thereof; NOW, THEREFORE, by virtue of the power of sale contained in said mortgage and pursuant to the Statutes of the State of Michigan in such case made and provided, NOTICE IS HEREBY GIVEN that on September 8th, 1936 at 10 o'clock in the forenoon, Eastern Standard Time at the Southerly or Congress Street entrance to the Court House in the City of Pontiac, County of Oakland, Michigan (that being the building where the Circuit Court in said County is held) said mortgage will be foreclosed by a sale at public auction to the highest bidder of the premises described in said mortgage, or so much thereof as may be necessary to pay the amount due as aforesaid, and any sum or sums which may be paid by the undersigned at or before said sale for taxes and/or insurance on said premises, and all other sums paid by the undersigned, with interest thereon, pursuant to law and to the terms of said mortgage, and all legal costs, charges and expenses, including an attorney's fee, which premises are described as follows: That certain piece or parcel of land situated in the City of Pontiac, County of Oakland, Michigan, more particularly described as: The West 40 Feet of Lot Number Twenty-eight (28) and the West 40 feet of the South 25 feet of Lot Number Twenty-seven (27) of Taylor & Stowell Addition to the City of Pontiac, Oakland County, Michigan, according to the plat thereof recorded in the office of the Register of Deeds for said county, in Liber 1 of plats page 24. DATED: May 21st 1936.: [1049, 1193, 1209, 1826]
- address-line: 1801 Dime Bank Building,: [706, 432, 800, 443]
- signing-company: MICHIGAN LIFE INSURANCE CO.,: [191, 1569, 326, 1580]
- attorney-names: Hugh Francis and M. Simmons,: [534, 504, 645, 515]
- legal-notice: [192, 765, 351, 1650]
- notice-number: 1553: [160, 33, 179, 43]
- notice-body: [1049, 322, 1208, 1057]
- attorney-heading: HUGH FRANCIS and M. SIMMONS, Attorneys, 1801 Dime Bank Building, Detroit, Michigan.: [543, 586, 685, 617]
- assignee-line: Assignee of Mortgagee,: [363, 1497, 446, 1508]
- notice-body: [20, 926, 179, 1640]
- notice-text: "Lot numbered one hundred seventy-three (173) of Fordmont Park Subdivision of the southeast quarter of the southeast quarter and part of the west half of the southwest quarter of the southeast quarter of Section Twenty-six (26), Town one (1) north, Range eleven (11) east, Royal Oak Township, Oakland County, Michigan, according to the plat thereof recorded May 1, 1916, in Liber 13, page 32, plats, Oakland County Records. Said premises being on the east side of Romeo Avenue between Cherry and Orchard Streets. Together with the hereditaments and appurtenances thereof.": [1049, 33, 1209, 176]
- attorneys-for: Attorneys for: [534, 514, 581, 525]
- legal-notice: [363, 1544, 522, 1887]
- address-line: 1801 Dime Bank Building,: [877, 1211, 971, 1222]
- signing-role: Assignee of Mortgagee.: [231, 1579, 314, 1590]
- address-line: Detroit, Michigan.: [706, 443, 771, 454]
- notice-signature: [363, 1447, 522, 1539]
- attorneys-for: Attorneys for: [363, 1487, 410, 1498]
- legal-notice: [20, 879, 179, 1734]
- notice-lead: MORTGAGE SALE—DEFAULT: [706, 516, 836, 527]
- signing-role: Mortgagee: [1089, 1837, 1127, 1848]
- attorney-heading: HUGH FRANCIS and M. SIMMONS, Attorneys, 1801 Dime Bank Building, Detroit, Michigan.: [371, 678, 514, 709]
- signing-company: MICHIGAN LIFE INSURANCE CO.,: [534, 1365, 669, 1375]
- address-line: Detroit, Michigan.: [1049, 1130, 1114, 1141]
- column: [14, 33, 186, 1909]
- attorney-names: Hugh Francis and M. Simmons,: [877, 300, 988, 311]
- address-line: Detroit, Michigan.: [20, 1713, 84, 1724]
- notice-text: having been made for more than thirty days in the conditions of a certain mortgage made by Harold V. Kennedy and Helene J. Kennedy, his wife to State Security and Realty Company, a Michigan corporation, dated the 16th day of December, A. D. 1924, and recorded in the office of the Register of Deeds of the County of Oakland and State of Michigan, on the 18th day of December, A. D. 1924, in Liber 407 of Mortgages, on pages 33-41; which mortgage was assigned by said State Security and Realty Company to Grange Life Insurance Company, a Michigan corporation, by assignment dated February 25-1925 and recorded in the office of the Register of Deeds for Oakland County on March 20-1925, in Liber 348 of Mortgages, page 373-7; which mortgage was assigned by said Grange Life Insurance Company to Michigan Life Insurance Company, a Michigan corporation, by assignment dated May 29-1930 and recorded in the office of the Register of Deeds for Oakland County on August 27-1930, in Volume 683 of Mortgages, pages 424-8, on which mortgage there is claimed to be due and unpaid at the date of this notice, for principal interest, taxes and insurance the sum of Three Thousand One Hundred Fifty-one Dollars and Twenty-two cents ($3,151.22), and no suit or proceeding at law or in equity having been had or instituted to recover the debt secured by said mortgage, or any part thereof. Now, therefore, by virtue of the power of sale contained in said mortgage, and pursuant to the statute in such case made and provided, NOTICE IS HEREBY GIVEN, that on Tuesday the 4th day of August, A.D. 1936, at 12:00 o'clock noon, Eastern Standard Time, said mortgage will be foreclosed by a sale at public vendue to the highest bidder at the Easterly entrance to the Court House in the City of Pontiac, Oakland County, Michigan, (that being the place where the Circuit Court for the County of Oakland is held), of the premises described in said mortgage, or so much thereof as may be necessary to pay the amount due on said mortgage as aforesaid, with interest thereon and all legal costs, charges and expenses, including the attorney fees allowed by law, and any sum or sums which may be paid by the undersigned mortgagee at or before said sale, necessary to protect its interest in the premises. Which premises are described as follows: Lands, premises and property situated in the Township of Royal Oak, County of Oakland and State of Michigan, described as follows, to-wit: "Lot numbered one hundred eighteen (118) of Fordmont Park Subdivision of the southeast quarter of the southeast quarter and part of the west half of the southwest quarter of the southeast quarter of Section Twenty-six (26), Town one (1) north, Range eleven (11) east, Royal Oak Township, Oakland County, Michigan, according to the plat thereof recorded May 1, 1916, in Liber 13, page 32, plats, County Records. Together with the hereditaments and appurtenances thereof.": [20, 926, 179, 1641]
